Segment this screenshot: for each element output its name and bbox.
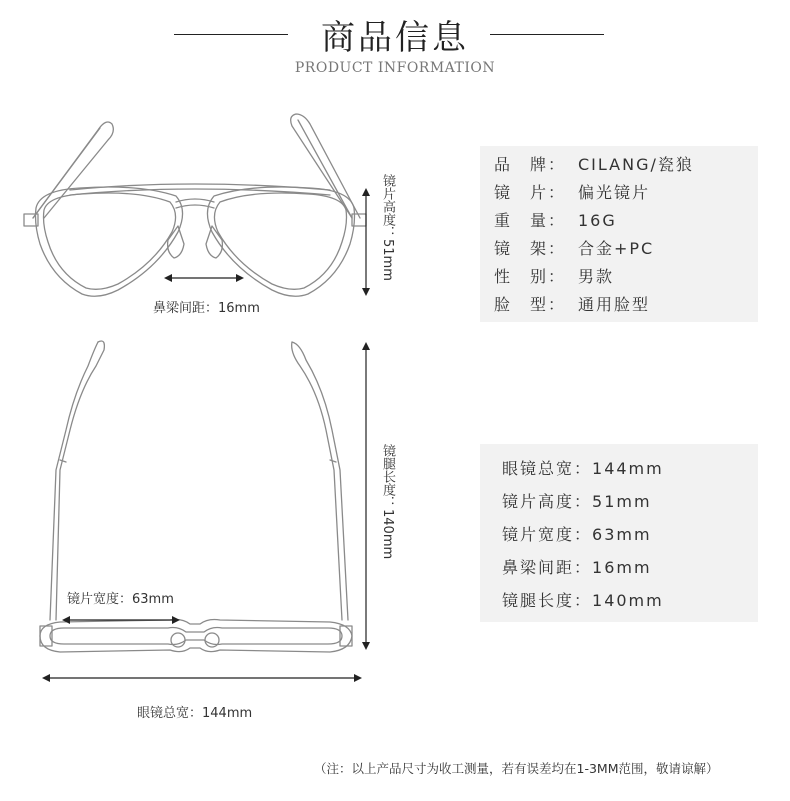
measurement-label: 鼻梁间距：	[502, 558, 593, 577]
spec-row-face-shape	[494, 292, 650, 315]
spec-label: 重 量：	[494, 211, 567, 230]
page-subtitle: PRODUCT INFORMATION	[294, 60, 496, 76]
lens-width-arrow	[62, 616, 180, 624]
spec-row-frame	[494, 236, 654, 259]
bridge-width-caption: 鼻梁间距：16mm	[153, 301, 260, 316]
spec-label: 镜 片：	[494, 183, 567, 202]
total-width-arrow	[42, 674, 362, 682]
spec-label: 镜 架：	[494, 239, 567, 258]
spec-value: 16G	[578, 211, 617, 230]
glasses-front-view	[24, 114, 366, 296]
spec-label: 品 牌：	[494, 155, 567, 174]
footnote: （注：以上产品尺寸为收工测量，若有误差均在1-3MM范围，敬请谅解）	[314, 761, 719, 776]
measurement-table	[480, 444, 758, 622]
measurement-row-temple-length	[502, 588, 664, 611]
lens-width-caption: 镜片宽度：63mm	[67, 592, 174, 607]
measurement-row-lens-width	[502, 522, 652, 545]
lens-height-label: 镜片高度：51mm	[380, 174, 395, 281]
spec-value: 合金+PC	[578, 239, 655, 258]
spec-label: 性 别：	[494, 267, 567, 286]
measurement-value: 140mm	[592, 591, 664, 610]
page-title: 商品信息	[321, 18, 469, 58]
spec-value: 通用脸型	[578, 295, 651, 314]
measurement-value: 16mm	[592, 558, 652, 577]
spec-label: 脸 型：	[494, 295, 567, 314]
lens-height-arrow	[362, 188, 370, 296]
total-width-caption: 眼镜总宽：144mm	[137, 706, 253, 721]
spec-row-lens	[494, 180, 650, 203]
temple-length-arrow	[362, 342, 370, 650]
measurement-label: 镜片高度：	[502, 492, 593, 511]
measurement-row-total-width	[502, 456, 664, 479]
measurement-row-bridge	[502, 555, 652, 578]
measurement-value: 51mm	[592, 492, 652, 511]
spec-value: 男款	[578, 267, 615, 286]
measurement-value: 144mm	[592, 459, 664, 478]
measurement-label: 镜片宽度：	[502, 525, 593, 544]
spec-value: CILANG/瓷狼	[578, 155, 694, 174]
bridge-arrow	[164, 274, 244, 282]
measurement-label: 眼镜总宽：	[502, 459, 593, 478]
spec-value: 偏光镜片	[578, 183, 651, 202]
spec-row-gender	[494, 264, 614, 287]
measurement-label: 镜腿长度：	[502, 591, 593, 610]
spec-row-weight	[494, 208, 617, 231]
measurement-row-lens-height	[502, 489, 652, 512]
measurement-value: 63mm	[592, 525, 652, 544]
spec-row-brand	[494, 152, 694, 175]
spec-table	[480, 146, 758, 322]
temple-length-label: 镜腿长度：140mm	[380, 444, 395, 560]
